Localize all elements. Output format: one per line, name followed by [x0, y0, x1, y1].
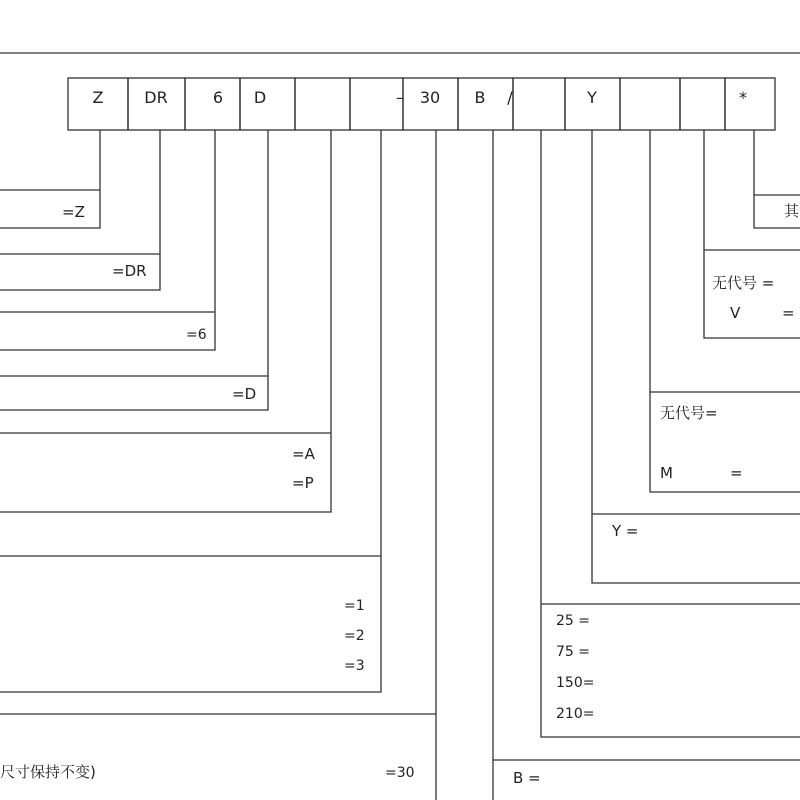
- label-1: =1: [344, 598, 365, 614]
- label-size-note: 尺寸保持不变): [0, 763, 96, 781]
- code-cell-d: D: [253, 88, 267, 107]
- label-other: 其: [784, 202, 800, 220]
- label-v-eq: =: [782, 304, 795, 322]
- code-cell-6: 6: [212, 88, 224, 107]
- separator-dash: –: [396, 88, 404, 107]
- code-cell-dr: DR: [144, 88, 168, 107]
- code-cell-b: B: [474, 88, 486, 107]
- ap-leader: [0, 130, 331, 512]
- code-cell-y: Y: [587, 88, 597, 107]
- m-leader: [650, 130, 800, 492]
- label-2: =2: [344, 628, 365, 644]
- y-leader: [592, 130, 800, 583]
- cell-12: [680, 78, 725, 130]
- label-30: =30: [385, 765, 415, 781]
- label-no-code-2: 无代号 =: [712, 274, 775, 292]
- label-y-eq: Y =: [612, 522, 639, 540]
- label-150: 150=: [556, 675, 595, 691]
- separator-slash: /: [507, 88, 513, 107]
- label-25: 25 =: [556, 613, 590, 629]
- cell-11: [620, 78, 680, 130]
- label-b-eq: B =: [513, 769, 541, 787]
- label-m: M: [660, 464, 673, 482]
- code-cell-star: *: [739, 88, 747, 107]
- label-d: =D: [232, 385, 257, 403]
- label-v: V: [730, 304, 741, 322]
- label-75: 75 =: [556, 644, 590, 660]
- six-leader: [0, 130, 215, 350]
- code-cell-z: Z: [92, 88, 104, 107]
- label-a: =A: [292, 445, 315, 463]
- label-6: =6: [186, 327, 207, 343]
- label-m-eq: =: [730, 464, 743, 482]
- cell-5: [295, 78, 350, 130]
- z-leader: [0, 130, 100, 228]
- label-dr: =DR: [112, 262, 147, 280]
- label-z: =Z: [62, 203, 85, 221]
- label-3: =3: [344, 658, 365, 674]
- label-210: 210=: [556, 706, 595, 722]
- code-cell-30: 30: [419, 88, 441, 107]
- label-no-code-1: 无代号=: [660, 404, 718, 422]
- label-p: =P: [292, 474, 314, 492]
- num-leader: [0, 130, 381, 692]
